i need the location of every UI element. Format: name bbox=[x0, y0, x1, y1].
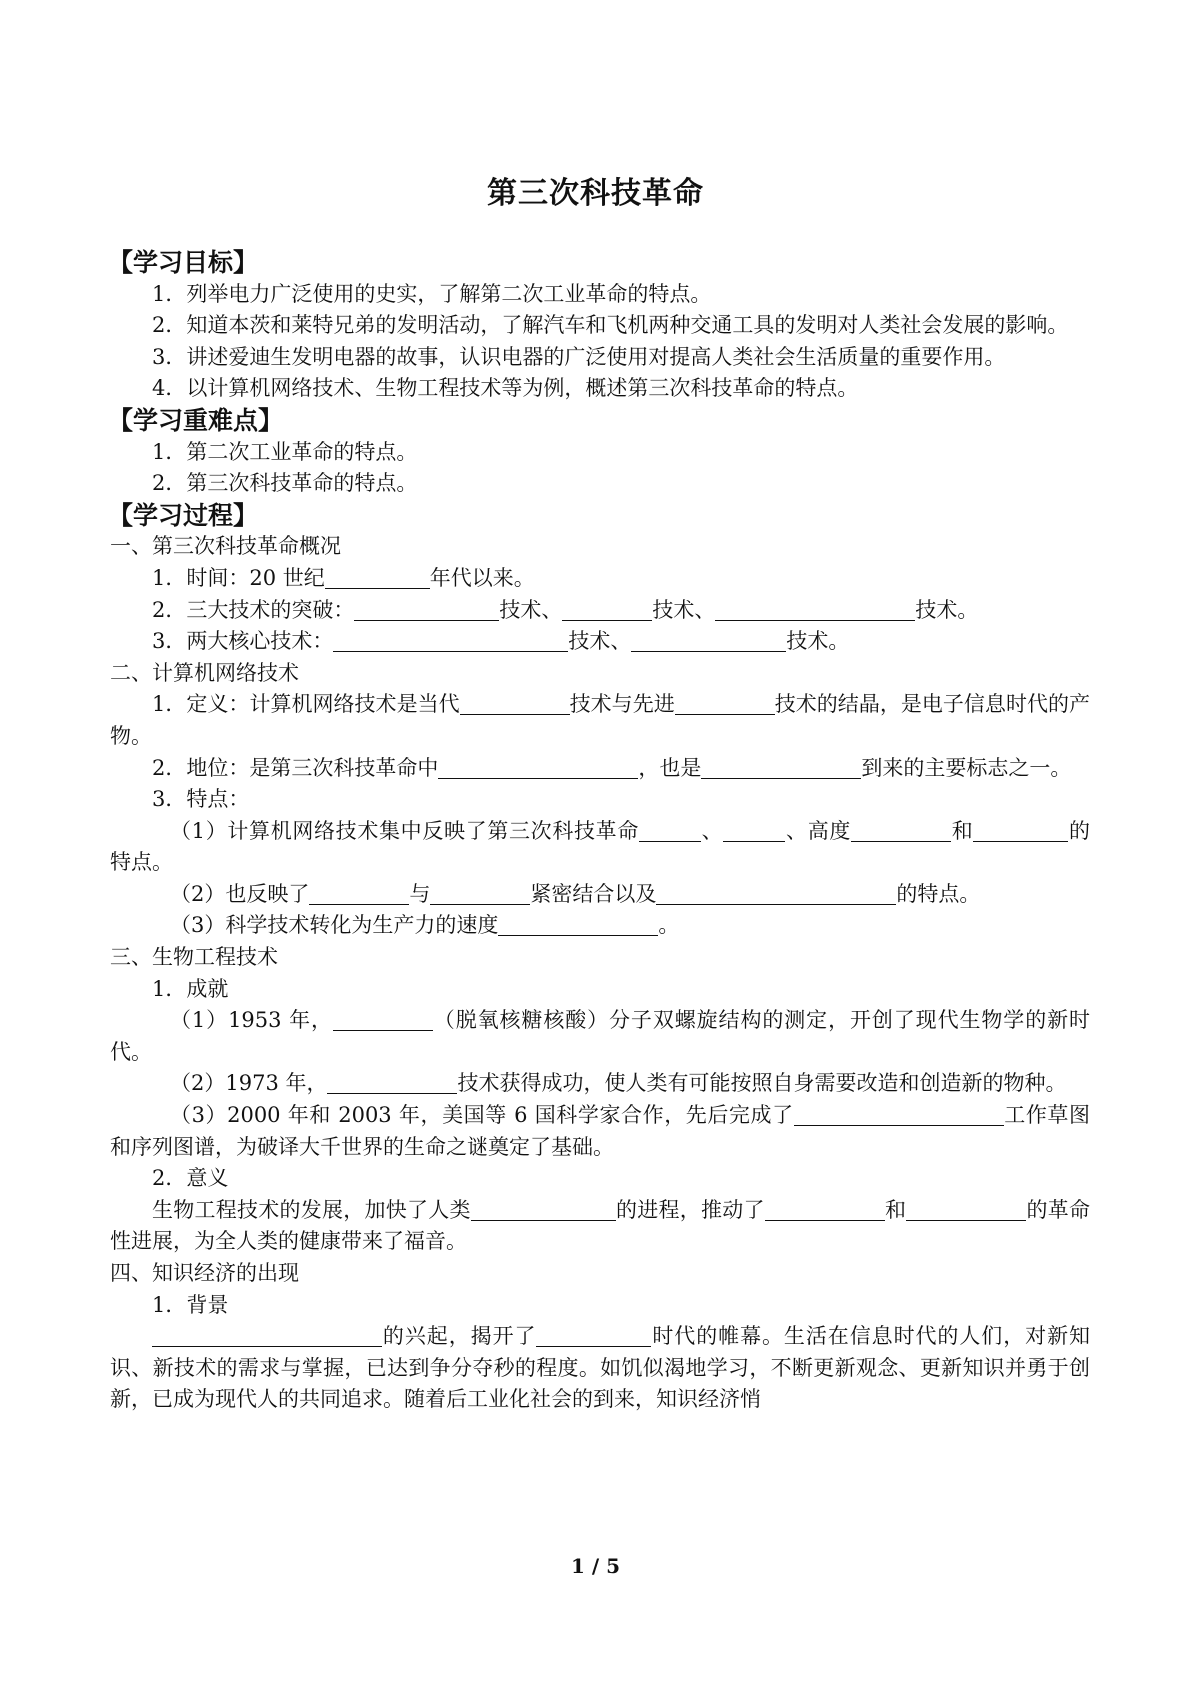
achievement-item: （3）2000 年和 2003 年，美国等 6 国科学家合作，先后完成了 工作草图和序列图谱，为破译大千世界的生命之谜奠定了基础。 bbox=[110, 1103, 1091, 1159]
achievement-item: （1）1953 年， （脱氧核糖核酸）分子双螺旋结构的测定，开创了现代生物学的新时代。 bbox=[110, 1008, 1090, 1064]
answer-blank[interactable] bbox=[430, 882, 530, 905]
answer-blank[interactable] bbox=[656, 882, 896, 905]
feature-item: （2）也反映了 与 紧密结合以及 的特点。 bbox=[170, 881, 981, 906]
answer-blank[interactable] bbox=[438, 756, 638, 779]
objective-item: 1．列举电力广泛使用的史实，了解第二次工业革命的特点。 bbox=[152, 281, 712, 306]
part-heading: 四、知识经济的出现 bbox=[110, 1261, 299, 1285]
answer-blank[interactable] bbox=[333, 1008, 433, 1031]
part-heading: 一、第三次科技革命概况 bbox=[110, 534, 341, 559]
answer-blank[interactable] bbox=[354, 598, 499, 621]
answer-blank[interactable] bbox=[333, 629, 568, 652]
significance-label: 2．意义 bbox=[152, 1166, 229, 1191]
answer-blank[interactable] bbox=[536, 1324, 651, 1347]
document-title: 第三次科技革命 bbox=[487, 176, 704, 211]
answer-blank[interactable] bbox=[327, 1071, 457, 1094]
achievement-item: （2）1973 年， 技术获得成功，使人类有可能按照自身需要改造和创造新的物种。 bbox=[170, 1071, 1067, 1096]
answer-blank[interactable] bbox=[973, 819, 1068, 842]
answer-blank[interactable] bbox=[675, 692, 775, 715]
answer-blank[interactable] bbox=[906, 1198, 1026, 1221]
answer-blank[interactable] bbox=[639, 819, 701, 842]
question-status: 2．地位：是第三次科技革命中 ，也是 到来的主要标志之一。 bbox=[152, 755, 1072, 780]
answer-blank[interactable] bbox=[460, 692, 570, 715]
part-heading: 三、生物工程技术 bbox=[110, 945, 278, 970]
feature-item: （3）科学技术转化为生产力的速度 。 bbox=[170, 913, 680, 938]
answer-blank[interactable] bbox=[851, 819, 951, 842]
answer-blank[interactable] bbox=[701, 756, 861, 779]
section-heading-process: 【学习过程】 bbox=[108, 500, 259, 530]
answer-blank[interactable] bbox=[562, 598, 652, 621]
answer-blank[interactable] bbox=[152, 1324, 382, 1347]
background-text: 的兴起，揭开了 时代的帷幕。生活在信息时代的人们，对新知识、新技术的需求与掌握，已达到争分夺秒的程度。如饥似渴地学习，不断更新观念、更新知识并勇于创新，已成为现代人的共同追求。随着后工业化社会的到来，知识经济悄 bbox=[110, 1324, 1091, 1412]
key-point-item: 2．第三次科技革命的特点。 bbox=[152, 471, 418, 496]
question-time: 1．时间：20 世纪 年代以来。 bbox=[152, 565, 535, 590]
features-label: 3．特点： bbox=[152, 787, 250, 812]
answer-blank[interactable] bbox=[309, 882, 409, 905]
part-heading: 二、计算机网络技术 bbox=[110, 660, 299, 685]
question-breakthroughs: 2．三大技术的突破： 技术、 技术、 技术。 bbox=[152, 597, 979, 622]
page-number: 1 / 5 bbox=[570, 1554, 621, 1578]
answer-blank[interactable] bbox=[631, 629, 786, 652]
key-point-item: 1．第二次工业革命的特点。 bbox=[152, 439, 418, 464]
answer-blank[interactable] bbox=[765, 1198, 885, 1221]
section-heading-key-points: 【学习重难点】 bbox=[108, 405, 284, 435]
answer-blank[interactable] bbox=[471, 1198, 616, 1221]
objective-item: 2．知道本茨和莱特兄弟的发明活动，了解汽车和飞机两种交通工具的发明对人类社会发展的影响。 bbox=[152, 313, 1069, 338]
background-label: 1．背景 bbox=[152, 1292, 229, 1317]
answer-blank[interactable] bbox=[498, 913, 658, 936]
question-core-tech: 3．两大核心技术： 技术、 技术。 bbox=[152, 629, 850, 654]
answer-blank[interactable] bbox=[715, 598, 915, 621]
document-body bbox=[110, 247, 1090, 1416]
answer-blank[interactable] bbox=[723, 819, 785, 842]
objective-item: 4．以计算机网络技术、生物工程技术等为例，概述第三次科技革命的特点。 bbox=[152, 376, 859, 401]
significance-text: 生物工程技术的发展，加快了人类 的进程，推动了 和 的革命性进展，为全人类的健康带来了福音。 bbox=[110, 1197, 1090, 1254]
objective-item: 3．讲述爱迪生发明电器的故事，认识电器的广泛使用对提高人类社会生活质量的重要作用。 bbox=[152, 344, 1006, 369]
answer-blank[interactable] bbox=[325, 566, 430, 589]
question-definition: 1．定义：计算机网络技术是当代 技术与先进 技术的结晶，是电子信息时代的产物。 bbox=[110, 692, 1090, 748]
feature-item: （1）计算机网络技术集中反映了第三次科技革命 、 、高度 和 的特点。 bbox=[110, 818, 1091, 875]
section-heading-objectives: 【学习目标】 bbox=[108, 248, 259, 277]
achievements-label: 1．成就 bbox=[152, 976, 229, 1001]
answer-blank[interactable] bbox=[794, 1103, 1004, 1126]
